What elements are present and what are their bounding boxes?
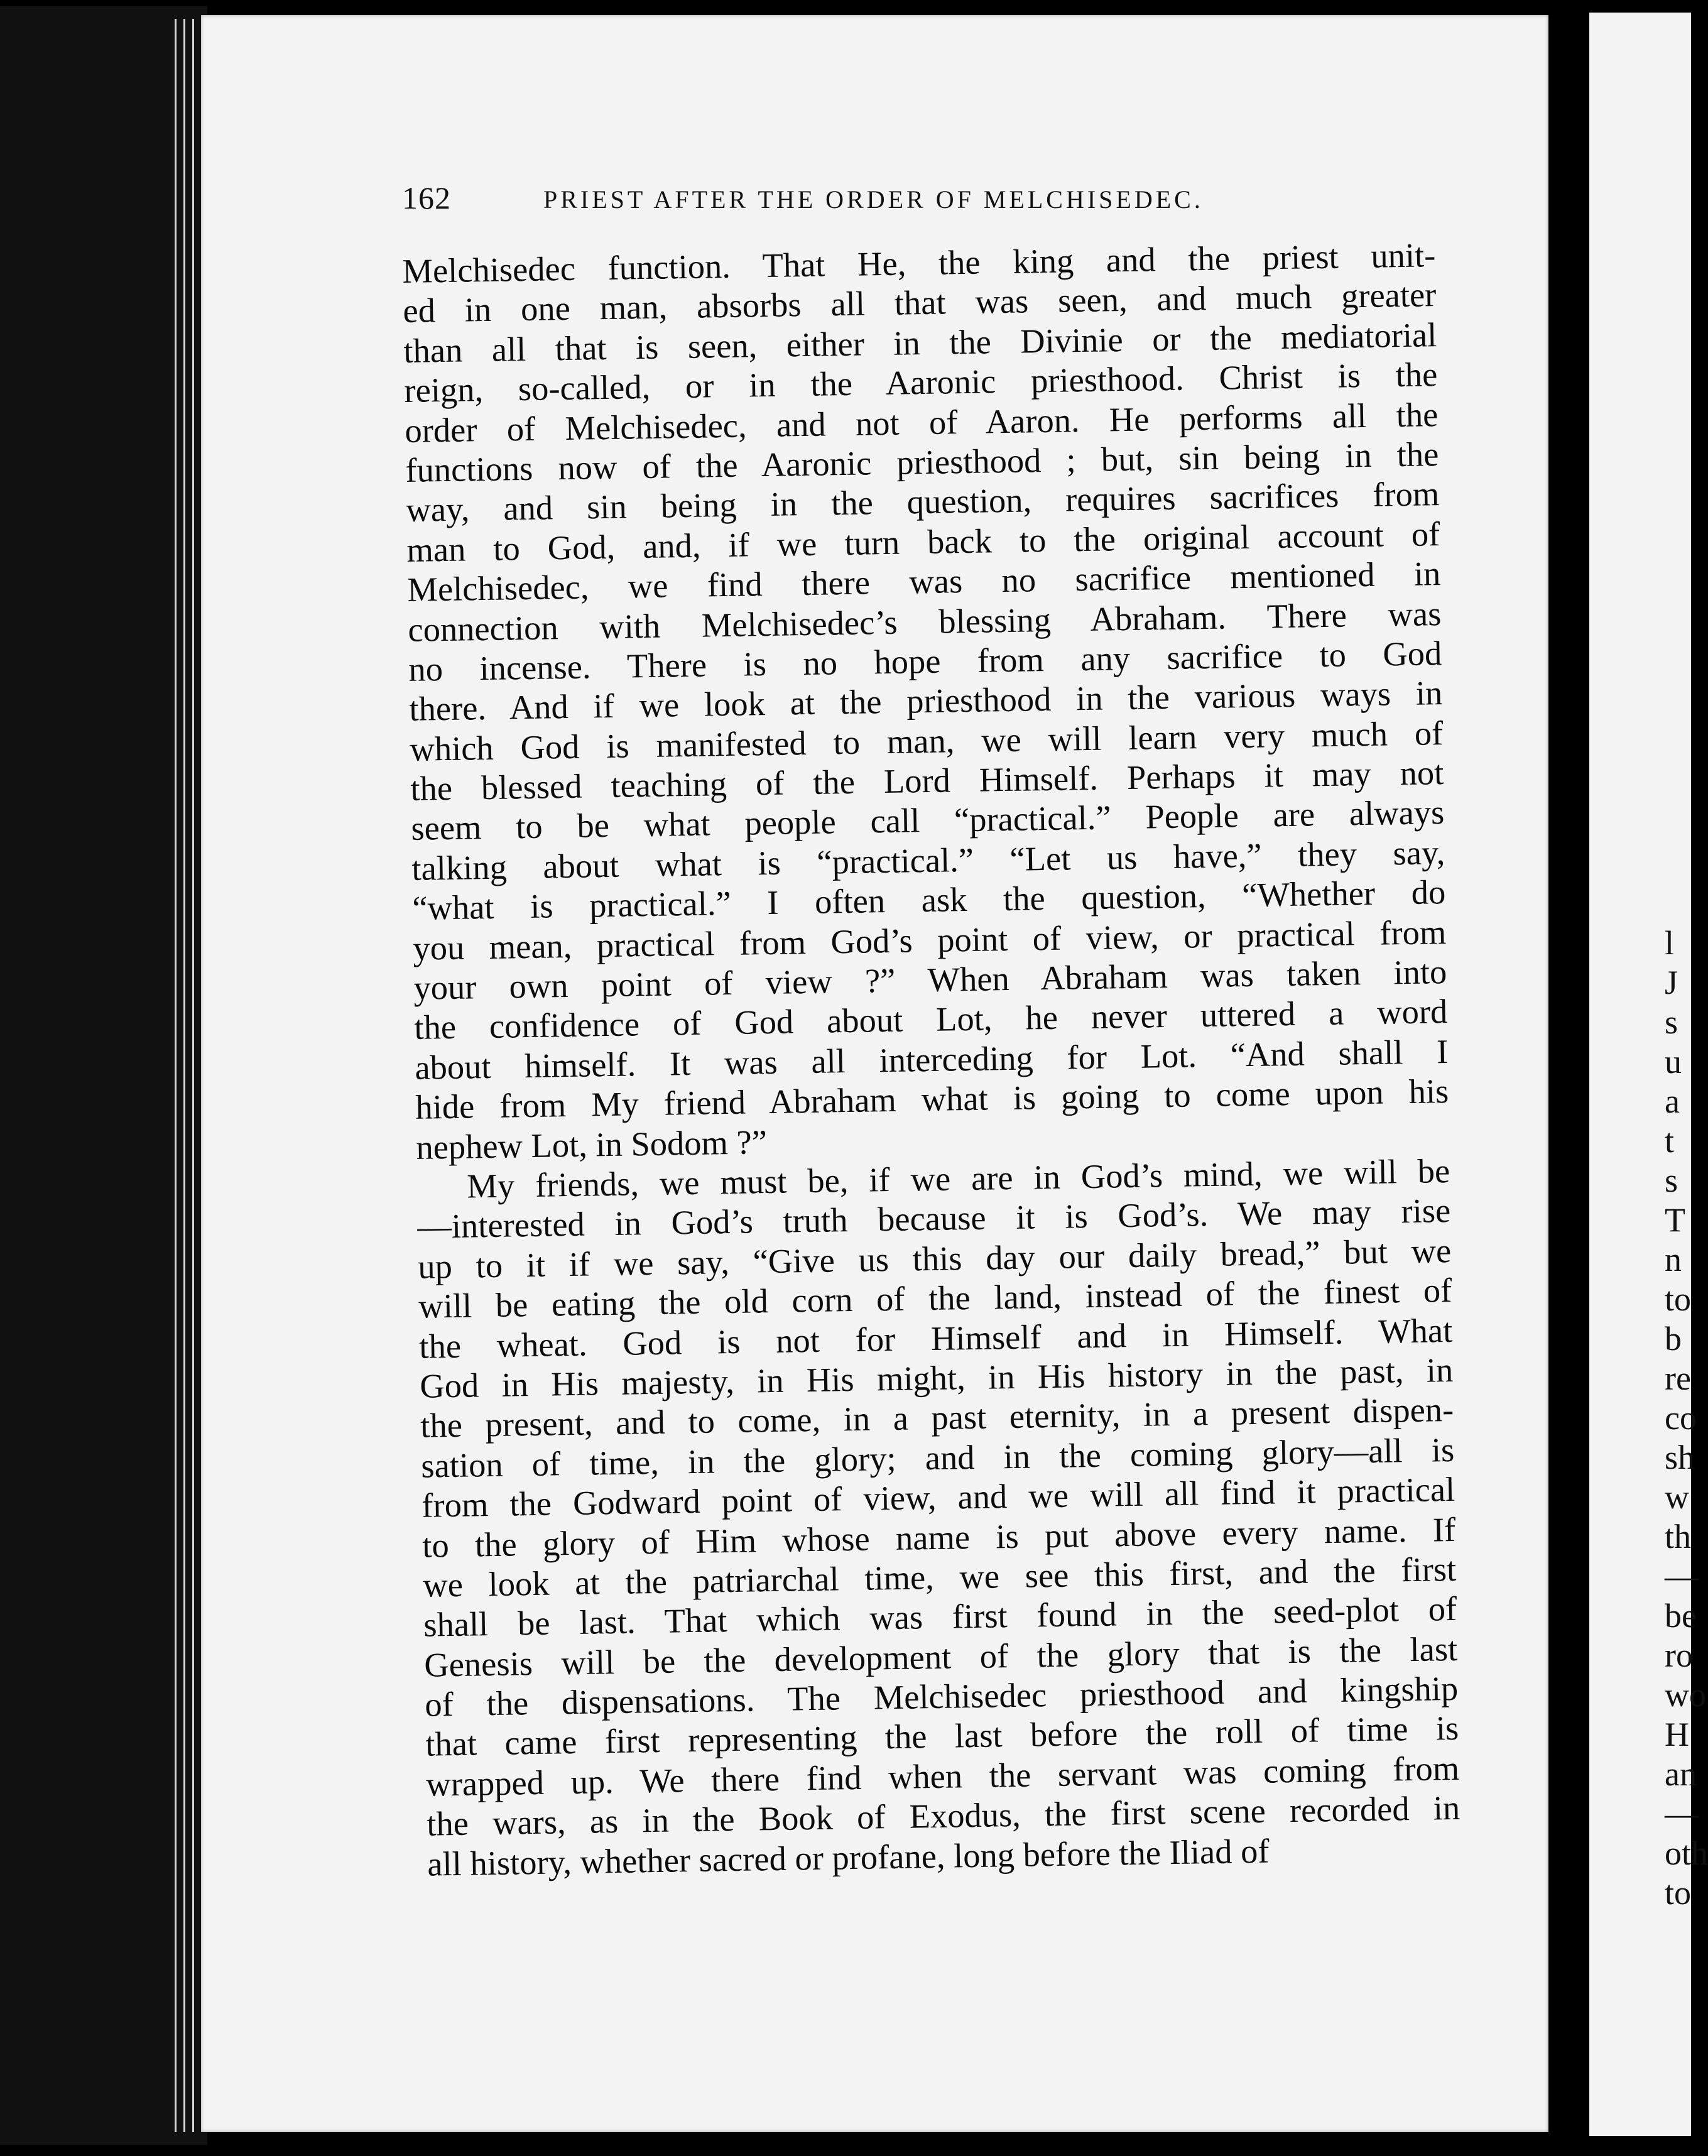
text-line: the wheat. God is not for Himself and in Himself. What	[418, 1310, 1453, 1366]
text-line: the blessed teaching of the Lord Himself. Perhaps it may not	[410, 753, 1444, 808]
text-line: about himself. It was all interceding for Lot. “And shall I	[414, 1032, 1449, 1087]
text-line: we look at the patriarchal time, we see this first, and the first	[422, 1549, 1457, 1604]
facing-fragment: th	[1665, 1518, 1692, 1555]
facing-fragment: u	[1665, 1043, 1682, 1081]
text-line: “what is practical.” I often ask the question, “Whether do	[411, 873, 1446, 928]
facing-fragment: t	[1665, 1122, 1675, 1160]
text-line: all history, whether sacred or profane, long before the Iliad of	[427, 1831, 1270, 1883]
text-line: man to God, and, if we turn back to the original account of	[406, 514, 1440, 569]
text-line: shall be last. That which was first found in the seed-plot of	[423, 1589, 1457, 1645]
facing-fragment: to	[1665, 1280, 1692, 1318]
page-edge-line	[175, 19, 177, 2132]
facing-fragment: oth	[1665, 1834, 1708, 1872]
text-line: than all that is seen, either in the Divinie or the mediatorial	[403, 315, 1437, 370]
running-head	[402, 180, 1514, 224]
text-line: the wars, as in the Book of Exodus, the first scene recorded in	[426, 1788, 1461, 1843]
text-line: that came first representing the last before the roll of time is	[425, 1709, 1459, 1764]
page-number: 162	[402, 180, 451, 215]
text-line: to the glory of Him whose name is put above every name. If	[422, 1510, 1456, 1565]
facing-fragment: H	[1665, 1716, 1689, 1753]
text-line: ed in one man, absorbs all that was seen, and much greater	[403, 275, 1437, 330]
facing-fragment: b	[1665, 1320, 1682, 1358]
facing-fragment: —	[1665, 1795, 1699, 1832]
text-line: from the Godward point of view, and we will all find it practical	[421, 1470, 1455, 1525]
text-line: God in His majesty, in His might, in His history in the past, in	[419, 1350, 1454, 1405]
running-title: PRIEST AFTER THE ORDER OF MELCHISEDEC.	[543, 185, 1204, 214]
facing-fragment: s	[1665, 1162, 1678, 1199]
facing-fragment: s	[1665, 1003, 1678, 1041]
text-line: will be eating the old corn of the land, instead of the finest of	[418, 1271, 1452, 1326]
text-line: way, and sin being in the question, requires sacrifices from	[405, 474, 1440, 530]
facing-page-text	[1665, 923, 1708, 1913]
text-line: functions now of the Aaronic priesthood ; but, sin being in the	[405, 435, 1439, 489]
text-line: you mean, practical from God’s point of view, or practical from	[412, 912, 1447, 967]
text-line: reign, so-called, or in the Aaronic priesthood. Christ is the	[404, 355, 1438, 410]
page-edge-line	[192, 19, 194, 2132]
facing-fragment: —	[1665, 1557, 1699, 1595]
text-line: the confidence of God about Lot, he never uttered a word	[413, 992, 1448, 1047]
facing-fragment: wo	[1665, 1676, 1706, 1714]
facing-fragment: a	[1665, 1082, 1680, 1120]
text-line: sation of time, in the glory; and in the coming glory—all is	[420, 1430, 1455, 1485]
facing-fragment: ro	[1665, 1636, 1693, 1674]
text-line: order of Melchisedec, and not of Aaron. He performs all the	[404, 395, 1439, 450]
text-line: talking about what is “practical.” “Let us have,” they say,	[411, 832, 1445, 888]
facing-fragment: be	[1665, 1597, 1697, 1635]
text-line: your own point of view ?” When Abraham was taken into	[413, 952, 1447, 1007]
text-line: of the dispensations. The Melchisedec priesthood and kingship	[424, 1669, 1459, 1724]
facing-fragment: T	[1665, 1201, 1685, 1239]
facing-fragment: J	[1665, 964, 1678, 1001]
facing-fragment: an	[1665, 1755, 1697, 1793]
facing-fragment: sh	[1665, 1439, 1695, 1476]
text-line: My friends, we must be, if we are in God’s mind, we will be	[466, 1151, 1450, 1206]
text-line: there. And if we look at the priesthood in the various ways in	[408, 673, 1443, 729]
facing-fragment: co	[1665, 1399, 1697, 1437]
text-line: no incense. There is no hope from any sacrifice to God	[408, 633, 1442, 689]
text-line: up to it if we say, “Give us this day our daily bread,” but we	[417, 1231, 1452, 1286]
facing-fragment: to	[1665, 1874, 1692, 1912]
body-text	[402, 235, 1461, 1884]
facing-fragment: re	[1665, 1359, 1691, 1397]
text-line: —interested in God’s truth because it is God’s. We may rise	[416, 1191, 1451, 1246]
text-line: the present, and to come, in a past eternity, in a present dispen-	[420, 1390, 1454, 1446]
page-stack-edge	[0, 6, 207, 2145]
text-line: which God is manifested to man, we will learn very much of	[409, 713, 1444, 768]
facing-fragment: l	[1665, 924, 1675, 962]
text-line: hide from My friend Abraham what is going to come upon his	[415, 1072, 1449, 1127]
text-line: Melchisedec, we find there was no sacrifice mentioned in	[406, 554, 1441, 609]
text-line: nephew Lot, in Sodom ?”	[415, 1122, 768, 1167]
facing-fragment: n	[1665, 1241, 1682, 1278]
page-edge-line	[183, 19, 185, 2132]
text-line: Melchisedec function. That He, the king and the priest unit-	[402, 236, 1436, 290]
book-gutter	[1548, 0, 1589, 2156]
text-line: Genesis will be the development of the glory that is the last	[423, 1629, 1458, 1684]
text-line: seem to be what people call “practical.” People are always	[410, 793, 1445, 848]
facing-fragment: w	[1665, 1478, 1689, 1516]
text-line: wrapped up. We there find when the servant was coming from	[425, 1748, 1460, 1804]
text-line: connection with Melchisedec’s blessing Abraham. There was	[407, 594, 1442, 649]
